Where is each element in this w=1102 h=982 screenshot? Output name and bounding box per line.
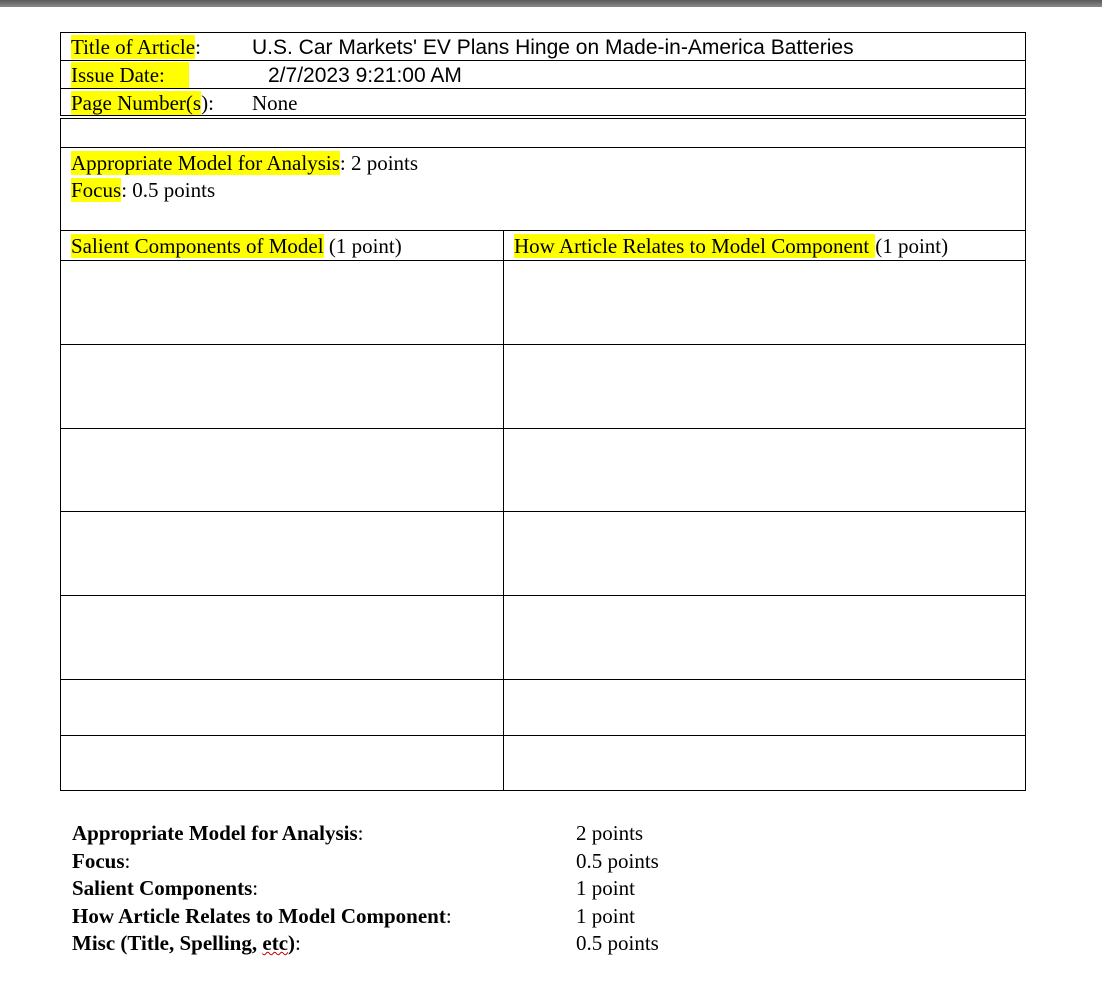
title-row: [60, 32, 1026, 60]
window-top-bar: [0, 0, 1102, 7]
row-divider: [61, 260, 1025, 261]
date-value: 2/7/2023 9:21:00 AM: [268, 64, 462, 87]
points-summary: [72, 820, 772, 958]
summary-row: Focus: 0.5 points: [72, 848, 659, 873]
spellcheck-word: etc: [262, 931, 289, 955]
model-line: Appropriate Model for Analysis: 2 points: [71, 151, 419, 175]
model-points-box: [60, 147, 1026, 231]
summary-row: Salient Components: 1 point: [72, 876, 635, 900]
row-divider: [61, 344, 1025, 345]
row-divider: [61, 679, 1025, 680]
page-row: [60, 88, 1026, 116]
blank-row: [60, 118, 1026, 148]
title-value: U.S. Car Markets' EV Plans Hinge on Made-in-America Batteries: [252, 36, 854, 59]
row-divider: [61, 735, 1025, 736]
row-divider: [61, 595, 1025, 596]
col1-header: Salient Components of Model (1 point): [71, 234, 402, 258]
page-value: None: [252, 91, 298, 115]
page-label: Page Number(s):: [71, 91, 214, 115]
summary-row: Appropriate Model for Analysis: 2 points: [72, 821, 644, 845]
row-divider: [61, 428, 1025, 429]
title-label: Title of Article:: [71, 35, 201, 59]
summary-row: How Article Relates to Model Component: 1 point: [72, 903, 635, 928]
focus-line: Focus: 0.5 points: [71, 178, 216, 202]
article-header-table: [60, 32, 1026, 116]
row-divider: [61, 511, 1025, 512]
date-label: Issue Date:: [71, 62, 189, 89]
summary-row: Misc (Title, Spelling, etc): 0.5 points: [72, 931, 659, 955]
date-row: [60, 60, 1026, 88]
components-grid: [60, 230, 1026, 791]
col2-header: How Article Relates to Model Component (1 point): [514, 234, 949, 258]
